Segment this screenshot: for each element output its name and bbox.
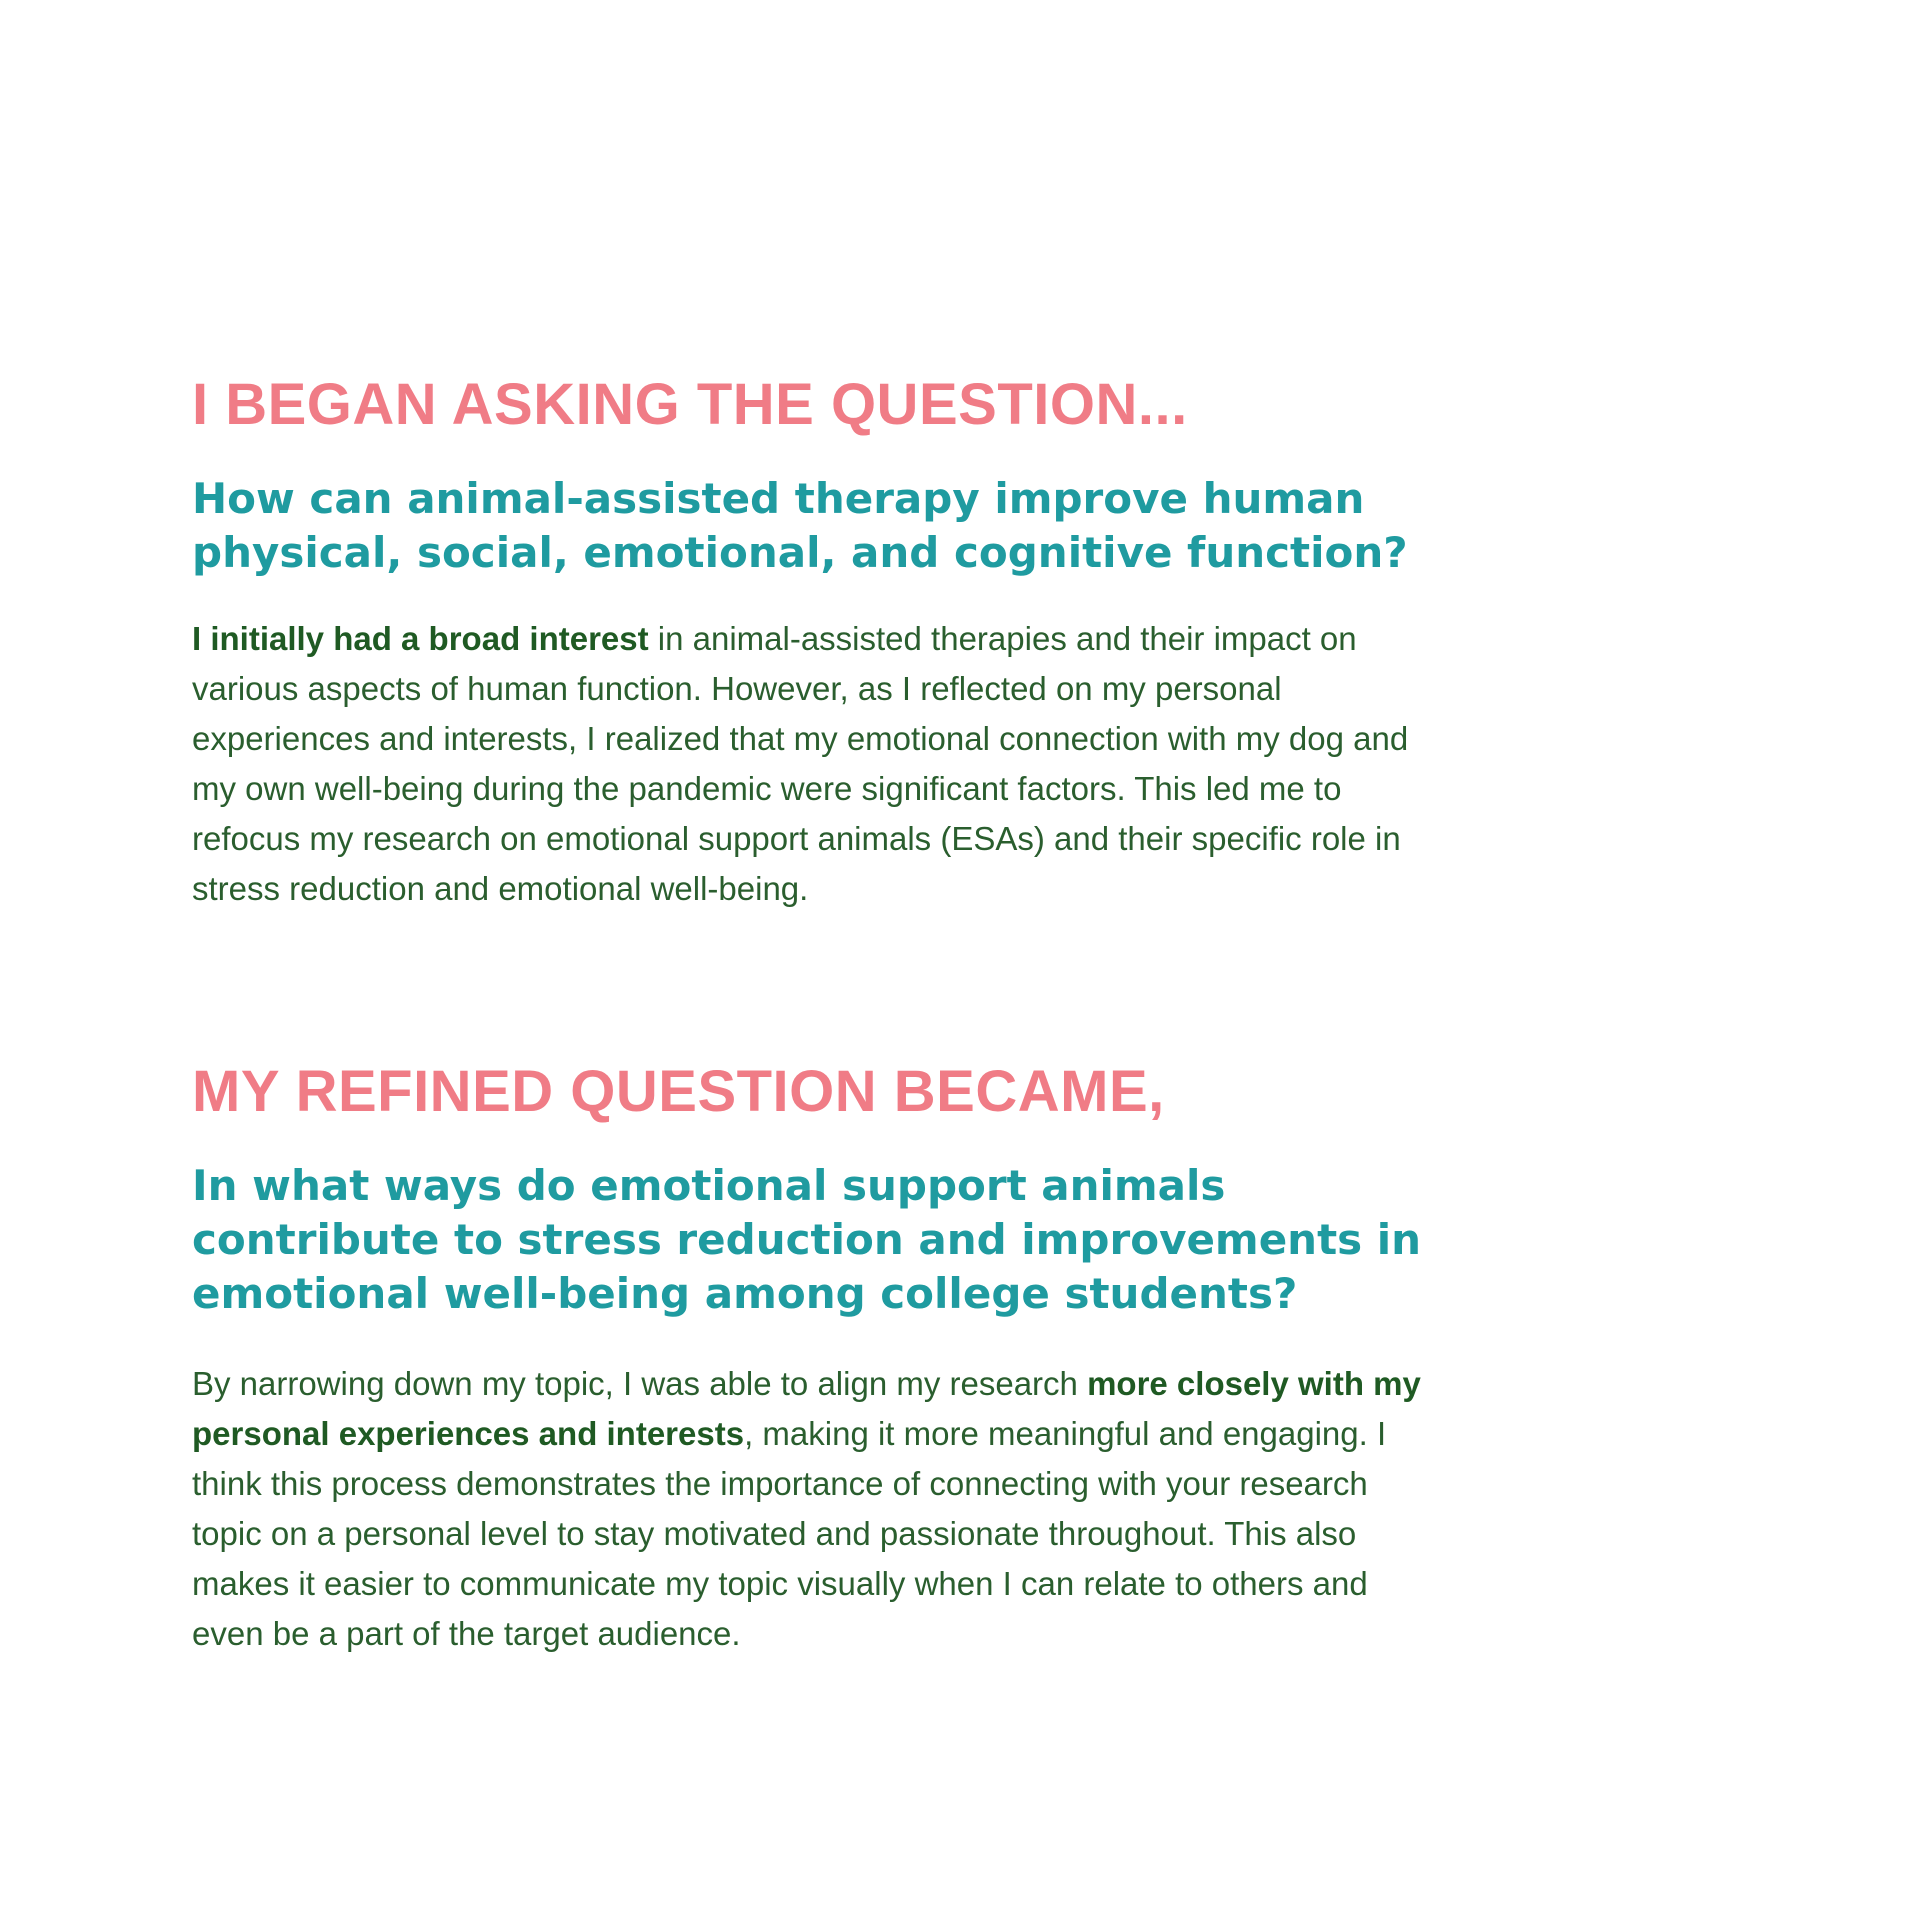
refined-question-body bbox=[192, 1359, 1442, 1659]
initial-question: How can animal-assisted therapy improve human physical, social, emotional, and cognitive function? bbox=[192, 474, 1408, 577]
initial-question-body-text: in animal-assisted therapies and their impact on various aspects of human function. However, as I reflected on my personal experiences and interests, I realized that my emotional connection with my dog and my own well-being during the pandemic were significant factors. This led me to refocus my research on emotional support animals (ESAs) and their specific role in stress reduction and emotional well-being. bbox=[192, 620, 1409, 907]
refined-question: In what ways do emotional support animals contribute to stress reduction and improvements in emotional well-being among college students? bbox=[192, 1161, 1422, 1318]
refined-question-kicker: MY REFINED QUESTION BECAME, bbox=[192, 1059, 1165, 1124]
initial-question-body bbox=[192, 614, 1442, 914]
initial-question-section bbox=[192, 372, 1442, 914]
refined-question-body-text: , making it more meaningful and engaging. I think this process demonstrates the importance of connecting with your research topic on a personal level to stay motivated and passionate throughout. This also makes it easier to communicate my topic visually when I can relate to others and even be a part of the target audience. bbox=[192, 1415, 1387, 1652]
refined-question-section bbox=[192, 1059, 1442, 1659]
refined-question-body-bold: more closely with my personal experiences and interests bbox=[192, 1365, 1421, 1452]
initial-question-body-bold: I initially had a broad interest bbox=[192, 620, 649, 657]
initial-question-kicker: I BEGAN ASKING THE QUESTION... bbox=[192, 372, 1188, 437]
refined-question-body-start: By narrowing down my topic, I was able to align my research bbox=[192, 1365, 1088, 1402]
